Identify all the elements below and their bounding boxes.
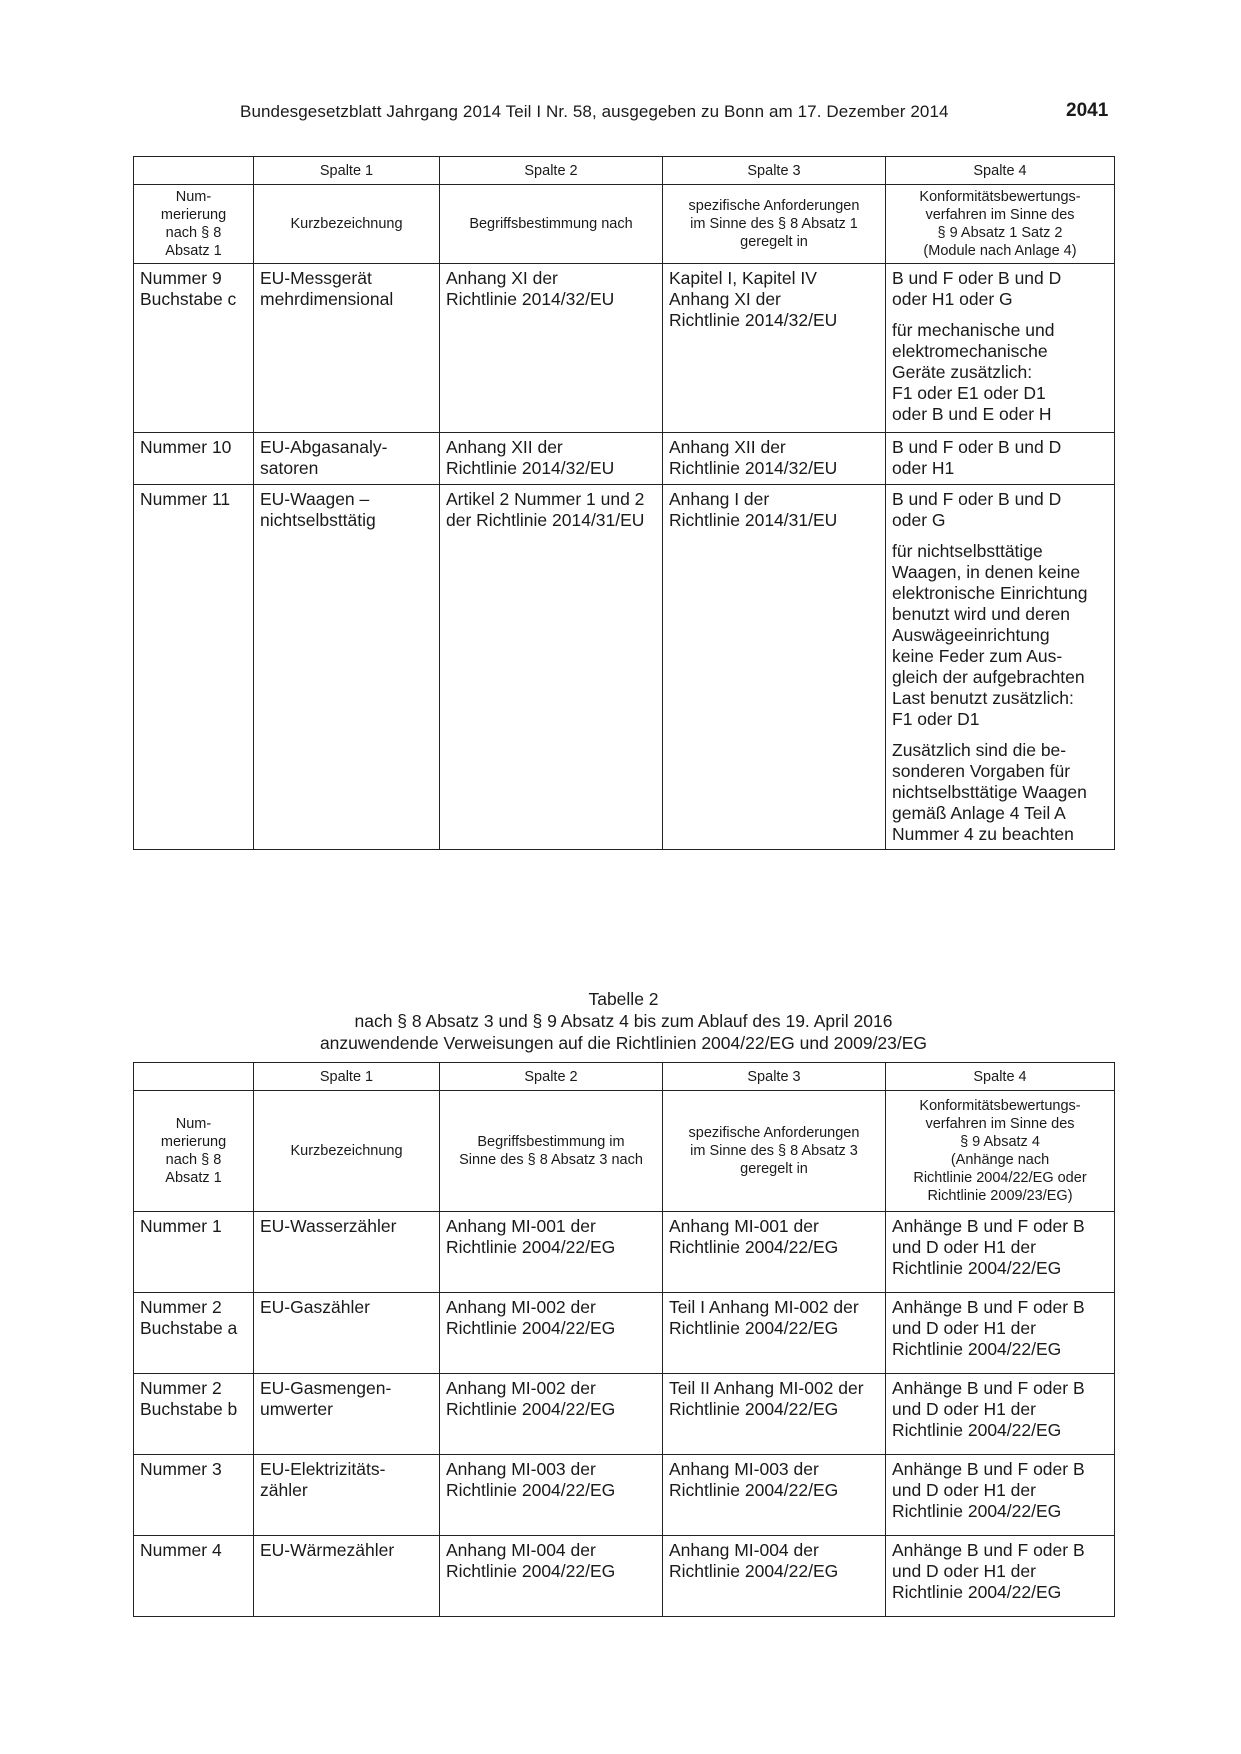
cell-requirements: Teil II Anhang MI-002 der Richtlinie 2004/22/EG <box>663 1374 886 1455</box>
table-row <box>134 1536 1115 1617</box>
column-header-cell: Kurzbezeichnung <box>254 185 440 264</box>
cell-requirements: Anhang MI-001 der Richtlinie 2004/22/EG <box>663 1212 886 1293</box>
column-number-cell <box>134 157 254 185</box>
page-number: 2041 <box>1066 100 1109 121</box>
column-number-row <box>134 157 1115 185</box>
column-header-cell: Kurzbezeichnung <box>254 1091 440 1212</box>
cell-definition: Artikel 2 Nummer 1 und 2 der Richtlinie 2014/31/EU <box>440 485 663 850</box>
cell-procedure <box>886 485 1115 850</box>
cell-requirements: Anhang XII der Richtlinie 2014/32/EU <box>663 433 886 485</box>
procedure-paragraph: für mechanische und elektromechanische Geräte zusätzlich: F1 oder E1 oder D1 oder B und E oder H <box>892 320 1055 424</box>
cell-definition: Anhang MI-003 der Richtlinie 2004/22/EG <box>440 1455 663 1536</box>
column-number-cell: Spalte 2 <box>440 157 663 185</box>
column-header-cell: Konformitätsbewertungs- verfahren im Sinne des § 9 Absatz 4 (Anhänge nach Richtlinie 2004/22/EG oder Richtlinie 2009/23/EG) <box>886 1091 1115 1212</box>
cell-num: Nummer 2 Buchstabe b <box>134 1374 254 1455</box>
cell-num: Nummer 2 Buchstabe a <box>134 1293 254 1374</box>
column-number-cell: Spalte 1 <box>254 157 440 185</box>
procedure-paragraph: Anhänge B und F oder B und D oder H1 der Richtlinie 2004/22/EG <box>892 1297 1085 1359</box>
cell-requirements: Anhang MI-004 der Richtlinie 2004/22/EG <box>663 1536 886 1617</box>
column-number-cell <box>134 1063 254 1091</box>
cell-procedure <box>886 1536 1115 1617</box>
cell-requirements: Anhang MI-003 der Richtlinie 2004/22/EG <box>663 1455 886 1536</box>
table-2 <box>133 1062 1115 1617</box>
procedure-paragraph: B und F oder B und D oder G <box>892 489 1062 530</box>
table-row <box>134 485 1115 850</box>
table-row <box>134 1374 1115 1455</box>
column-header-cell: spezifische Anforderungen im Sinne des § 8 Absatz 3 geregelt in <box>663 1091 886 1212</box>
cell-short: EU-Messgerät mehrdimensional <box>254 264 440 433</box>
column-header-cell: Num- merierung nach § 8 Absatz 1 <box>134 185 254 264</box>
cell-procedure <box>886 1293 1115 1374</box>
cell-definition: Anhang MI-001 der Richtlinie 2004/22/EG <box>440 1212 663 1293</box>
cell-short: EU-Elektrizitäts- zähler <box>254 1455 440 1536</box>
table-2-subtitle: nach § 8 Absatz 3 und § 9 Absatz 4 bis zum Ablauf des 19. April 2016 <box>354 1011 893 1031</box>
table-row <box>134 1455 1115 1536</box>
cell-num: Nummer 11 <box>134 485 254 850</box>
header-title: Bundesgesetzblatt Jahrgang 2014 Teil I Nr. 58, ausgegeben zu Bonn am 17. Dezember 2014 <box>240 102 949 121</box>
column-header-cell: Num- merierung nach § 8 Absatz 1 <box>134 1091 254 1212</box>
column-number-cell: Spalte 1 <box>254 1063 440 1091</box>
column-header-row <box>134 185 1115 264</box>
table-row <box>134 1212 1115 1293</box>
procedure-paragraph: Anhänge B und F oder B und D oder H1 der Richtlinie 2004/22/EG <box>892 1216 1085 1278</box>
cell-short: EU-Wasserzähler <box>254 1212 440 1293</box>
column-number-row <box>134 1063 1115 1091</box>
cell-num: Nummer 3 <box>134 1455 254 1536</box>
column-header-row <box>134 1091 1115 1212</box>
cell-procedure <box>886 433 1115 485</box>
cell-procedure <box>886 264 1115 433</box>
page-header <box>0 100 1241 128</box>
table-1 <box>133 156 1115 850</box>
column-header-cell: Konformitätsbewertungs- verfahren im Sinne des § 9 Absatz 1 Satz 2 (Module nach Anlage 4) <box>886 185 1115 264</box>
column-number-cell: Spalte 3 <box>663 1063 886 1091</box>
cell-short: EU-Abgasanaly- satoren <box>254 433 440 485</box>
column-header-cell: spezifische Anforderungen im Sinne des § 8 Absatz 1 geregelt in <box>663 185 886 264</box>
procedure-paragraph: Anhänge B und F oder B und D oder H1 der Richtlinie 2004/22/EG <box>892 1540 1085 1602</box>
column-number-cell: Spalte 3 <box>663 157 886 185</box>
cell-definition: Anhang MI-002 der Richtlinie 2004/22/EG <box>440 1293 663 1374</box>
column-number-cell: Spalte 2 <box>440 1063 663 1091</box>
column-header-cell: Begriffsbestimmung nach <box>440 185 663 264</box>
cell-definition: Anhang XII der Richtlinie 2014/32/EU <box>440 433 663 485</box>
cell-definition: Anhang MI-004 der Richtlinie 2004/22/EG <box>440 1536 663 1617</box>
column-number-cell: Spalte 4 <box>886 1063 1115 1091</box>
cell-short: EU-Wärmezähler <box>254 1536 440 1617</box>
cell-num: Nummer 1 <box>134 1212 254 1293</box>
cell-procedure <box>886 1455 1115 1536</box>
procedure-paragraph: B und F oder B und D oder H1 <box>892 437 1062 478</box>
table-2-caption <box>133 988 1114 1054</box>
cell-requirements: Anhang I der Richtlinie 2014/31/EU <box>663 485 886 850</box>
table-2-title: Tabelle 2 <box>588 989 659 1009</box>
procedure-paragraph: B und F oder B und D oder H1 oder G <box>892 268 1062 309</box>
cell-definition: Anhang MI-002 der Richtlinie 2004/22/EG <box>440 1374 663 1455</box>
cell-procedure <box>886 1374 1115 1455</box>
column-header-cell: Begriffsbestimmung im Sinne des § 8 Absatz 3 nach <box>440 1091 663 1212</box>
cell-requirements: Kapitel I, Kapitel IV Anhang XI der Richtlinie 2014/32/EU <box>663 264 886 433</box>
cell-procedure <box>886 1212 1115 1293</box>
table-row <box>134 1293 1115 1374</box>
cell-short: EU-Waagen – nichtselbsttätig <box>254 485 440 850</box>
table-row <box>134 264 1115 433</box>
table-row <box>134 433 1115 485</box>
column-number-cell: Spalte 4 <box>886 157 1115 185</box>
cell-num: Nummer 4 <box>134 1536 254 1617</box>
cell-definition: Anhang XI der Richtlinie 2014/32/EU <box>440 264 663 433</box>
procedure-paragraph: Zusätzlich sind die be- sonderen Vorgaben für nichtselbsttätige Waagen gemäß Anlage 4 Teil A Nummer 4 zu beachten <box>892 740 1087 844</box>
cell-requirements: Teil I Anhang MI-002 der Richtlinie 2004/22/EG <box>663 1293 886 1374</box>
cell-num: Nummer 10 <box>134 433 254 485</box>
cell-short: EU-Gaszähler <box>254 1293 440 1374</box>
procedure-paragraph: Anhänge B und F oder B und D oder H1 der Richtlinie 2004/22/EG <box>892 1459 1085 1521</box>
table-2-subtitle-2: anzuwendende Verweisungen auf die Richtlinien 2004/22/EG und 2009/23/EG <box>319 1033 928 1053</box>
cell-short: EU-Gasmengen- umwerter <box>254 1374 440 1455</box>
procedure-paragraph: für nichtselbsttätige Waagen, in denen keine elektronische Einrichtung benutzt wird und deren Auswägeeinrichtung keine Feder zum Aus- gleich der aufgebrachten Last benutzt zusätzlich: F1 oder D1 <box>892 541 1088 729</box>
cell-num: Nummer 9 Buchstabe c <box>134 264 254 433</box>
procedure-paragraph: Anhänge B und F oder B und D oder H1 der Richtlinie 2004/22/EG <box>892 1378 1085 1440</box>
